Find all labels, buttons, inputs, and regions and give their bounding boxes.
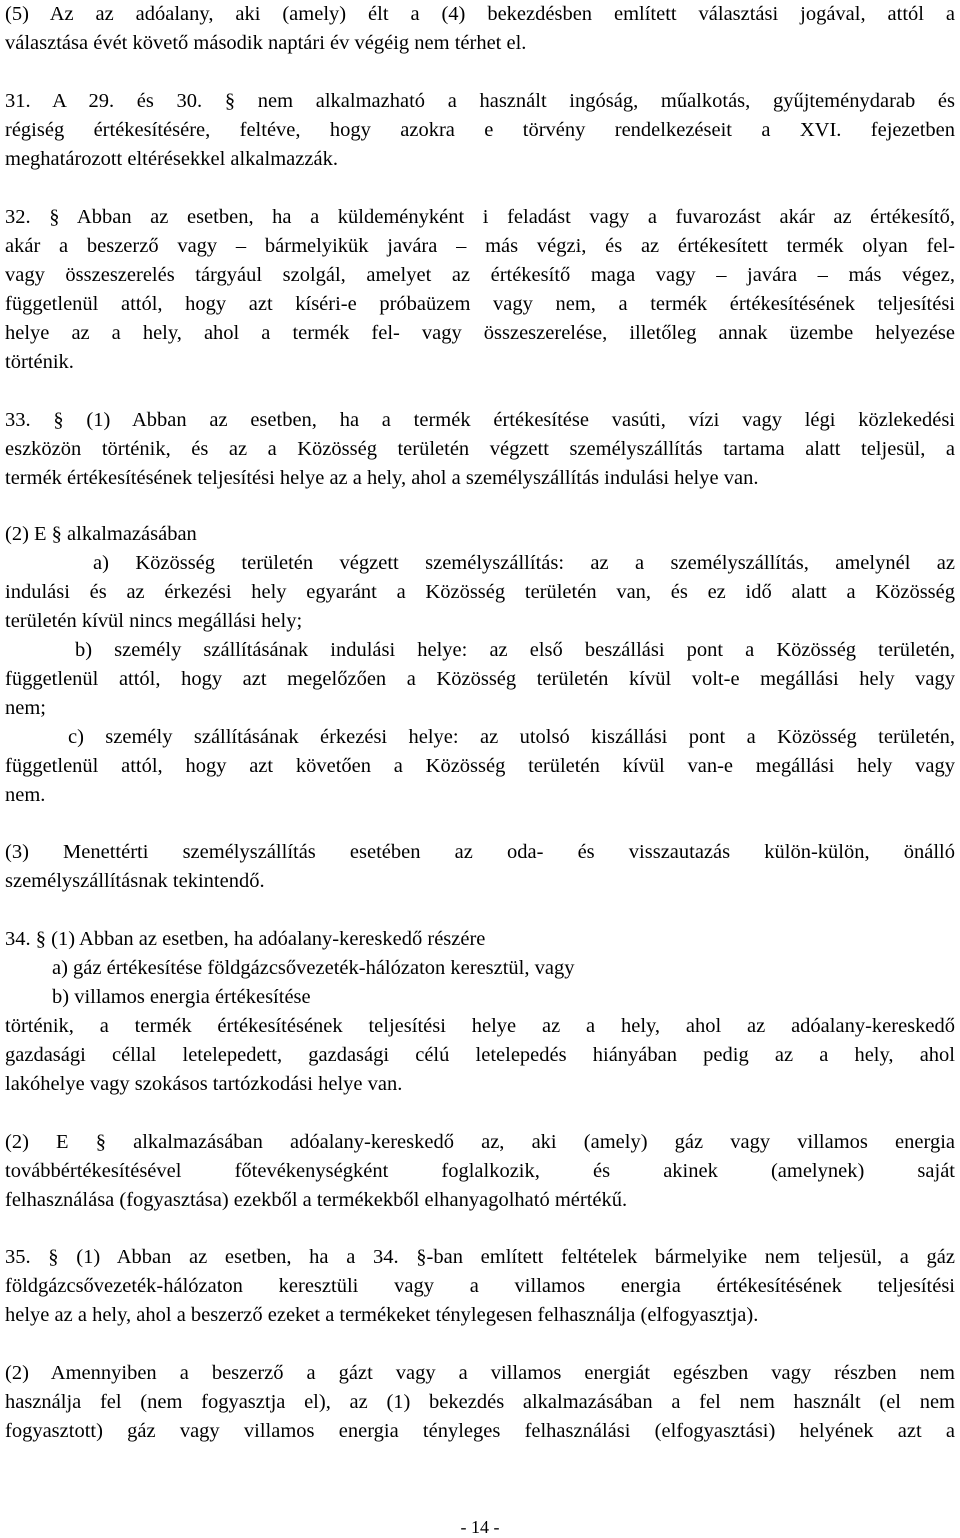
list-item-b: b) villamos energia értékesítése — [52, 986, 311, 1008]
text-line: indulási és az érkezési hely egyaránt a Közösség területén van, és ez idő alatt a Közösség — [5, 581, 955, 603]
text-line: régiség értékesítésére, feltéve, hogy azokra e törvény rendelkezéseit a XVI. fejezetben — [5, 119, 955, 141]
text-line: termék értékesítésének teljesítési helye az a hely, ahol a személyszállítás indulási helye van. — [5, 467, 759, 489]
text-line: gazdasági céllal letelepedett, gazdasági célú letelepedés hiányában pedig az a hely, ahol — [5, 1044, 955, 1066]
text-line: felhasználása (fogyasztása) ezekből a termékekből elhanyagolható mértékű. — [5, 1189, 628, 1211]
text-line: személyszállításnak tekintendő. — [5, 870, 265, 892]
text-line: függetlenül attól, hogy azt megelőzően a Közösség területén kívül volt-e megállási hely vagy — [5, 668, 955, 690]
text-line: helye az a hely, ahol a beszerző ezeket a termékeket ténylegesen felhasználja (elfogyasztja). — [5, 1304, 759, 1326]
text-line: 33. § (1) Abban az esetben, ha a termék értékesítése vasúti, vízi vagy légi közlekedési — [5, 409, 955, 431]
text-line: használja fel (nem fogyasztja el), az (1) bekezdés alkalmazásában a fel nem használt (el nem — [5, 1391, 955, 1413]
text-line: (2) E § alkalmazásában — [5, 523, 197, 545]
text-line: eszközön történik, és az a Közösség területén végzett személyszállítás tartama alatt teljesül, a — [5, 438, 955, 460]
definition-c-line: c) személy szállításának érkezési helye: az utolsó kiszállási pont a Közösség területén, — [68, 726, 955, 748]
text-line: meghatározott eltérésekkel alkalmazzák. — [5, 148, 338, 170]
text-line: nem; — [5, 697, 46, 719]
text-line: vagy összeszerelés tárgyául szolgál, amelyet az értékesítő maga vagy – javára – más végez, — [5, 264, 955, 286]
list-item-a: a) gáz értékesítése földgázcsővezeték-hálózaton keresztül, vagy — [52, 957, 575, 979]
text-line: területén kívül nincs megállási hely; — [5, 610, 303, 632]
text-line: (2) E § alkalmazásában adóalany-kereskedő az, aki (amely) gáz vagy villamos energia — [5, 1131, 955, 1153]
text-line: (2) Amennyiben a beszerző a gázt vagy a villamos energiát egészben vagy részben nem — [5, 1362, 955, 1384]
text-line: (5) Az az adóalany, aki (amely) élt a (4) bekezdésben említett választási jogával, attól a — [5, 3, 955, 25]
text-line: függetlenül attól, hogy azt követően a Közösség területén kívül van-e megállási hely vagy — [5, 755, 955, 777]
text-line: lakóhelye vagy szokásos tartózkodási helye van. — [5, 1073, 403, 1095]
definition-a-line: a) Közösség területén végzett személyszállítás: az a személyszállítás, amelynél az — [93, 552, 955, 574]
text-line: függetlenül attól, hogy azt kíséri-e próbaüzem vagy nem, a termék értékesítésének teljesítési — [5, 293, 955, 315]
text-line: akár a beszerző vagy – bármelyikük javára – más végzi, és az értékesített termék olyan fel- — [5, 235, 955, 257]
text-line: választása évét követő második naptári év végéig nem térhet el. — [5, 32, 527, 54]
text-line: 34. § (1) Abban az esetben, ha adóalany-kereskedő részére — [5, 928, 486, 950]
text-line: 35. § (1) Abban az esetben, ha a 34. §-ban említett feltételek bármelyike nem teljesül, a gáz — [5, 1246, 955, 1268]
page-number: - 14 - — [460, 1517, 500, 1537]
text-line: történik. — [5, 351, 74, 373]
text-line: nem. — [5, 784, 46, 806]
text-line: fogyasztott) gáz vagy villamos energia tényleges felhasználási (elfogyasztási) helyének azt a — [5, 1420, 955, 1442]
text-line: történik, a termék értékesítésének teljesítési helye az a hely, ahol az adóalany-kereskedő — [5, 1015, 955, 1037]
text-line: földgázcsővezeték-hálózaton keresztüli vagy a villamos energia értékesítésének teljesítési — [5, 1275, 955, 1297]
text-line: továbbértékesítésével főtevékenységként foglalkozik, és akinek (amelynek) saját — [5, 1160, 955, 1182]
text-line: 31. A 29. és 30. § nem alkalmazható a használt ingóság, műalkotás, gyűjteménydarab és — [5, 90, 955, 112]
text-line: 32. § Abban az esetben, ha a küldeményként i feladást vagy a fuvarozást akár az értékesítő, — [5, 206, 955, 228]
text-line: helye az a hely, ahol a termék fel- vagy összeszerelése, illetőleg annak üzembe helyezése — [5, 322, 955, 344]
definition-b-line: b) személy szállításának indulási helye: az első beszállási pont a Közösség területén, — [75, 639, 955, 661]
text-line: (3) Menettérti személyszállítás esetében az oda- és visszautazás külön-külön, önálló — [5, 841, 955, 863]
